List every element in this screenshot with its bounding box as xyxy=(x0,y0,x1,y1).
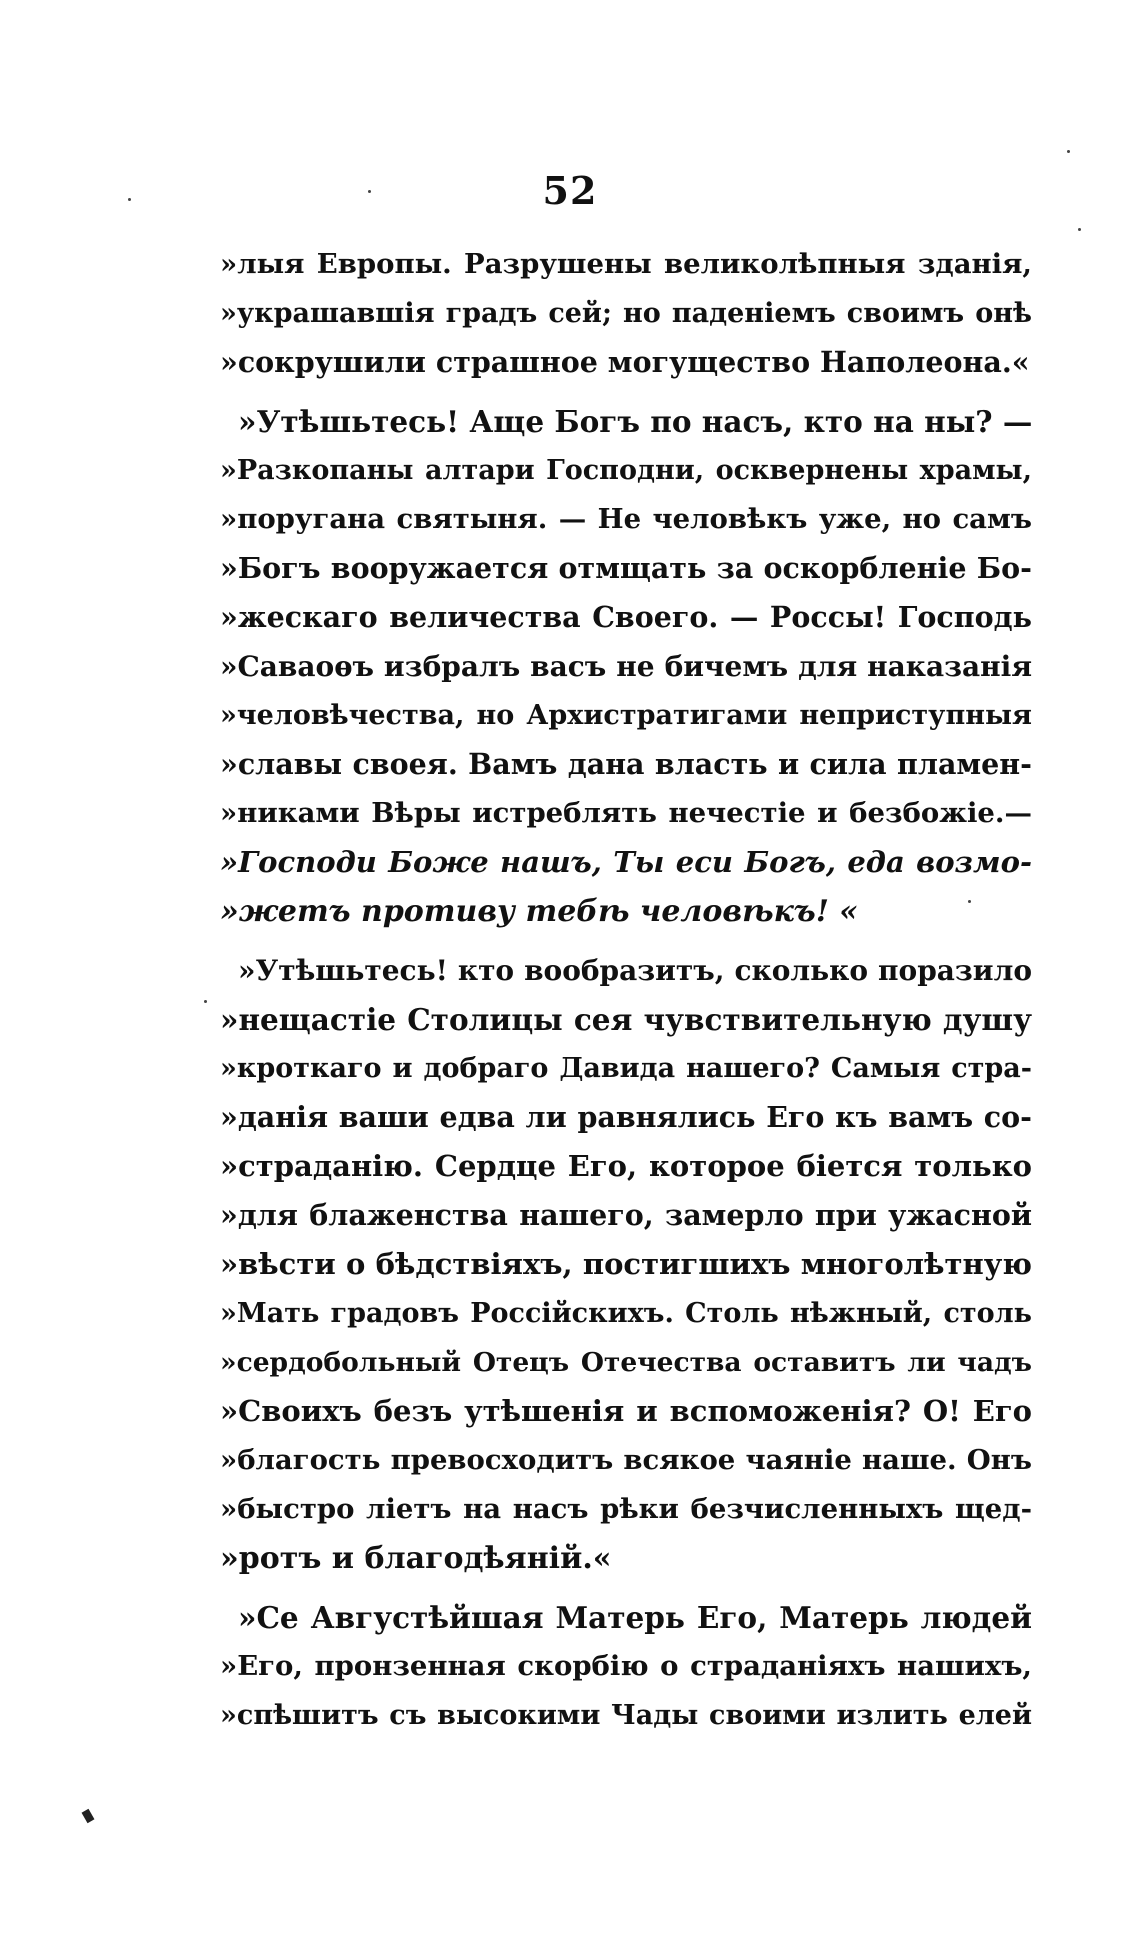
paragraph-gap xyxy=(220,936,1032,946)
text-line: »быстро ліетъ на насъ рѣки безчисленныхъ щед- xyxy=(220,1493,1032,1525)
text-line: »человѣчества, но Архистратигами неприступныя xyxy=(220,700,1032,731)
text-line: »сокрушили страшное могущество Наполеона.« xyxy=(220,345,1030,379)
text-line: »Саваоѳъ избралъ васъ не бичемъ для наказанія xyxy=(220,650,1032,683)
text-line: »сердобольный Отецъ Отечества оставитъ ли чадъ xyxy=(220,1347,1032,1378)
paragraph-gap xyxy=(220,387,1032,397)
text-line: »нещастіе Столицы сея чувствительную душу xyxy=(220,1002,1032,1037)
body-text xyxy=(220,240,1032,1740)
text-line: »Разкопаны алтари Господни, осквернены храмы, xyxy=(220,455,1032,486)
text-line: »Утѣшьтесь! Аще Богъ по насъ, кто на ны? — xyxy=(238,404,1032,439)
text-line: »никами Вѣры истреблять нечестіе и безбожіе.— xyxy=(220,797,1032,829)
scan-speck xyxy=(1078,228,1081,231)
scan-speck xyxy=(1067,150,1070,153)
scan-speck xyxy=(968,900,971,903)
text-line: »украшавшія градъ сей; но паденіемъ своимъ онѣ xyxy=(220,298,1032,329)
scan-speck xyxy=(204,1000,207,1003)
text-line: »Мать градовъ Россійскихъ. Столь нѣжный, столь xyxy=(220,1298,1032,1329)
paragraph-gap xyxy=(220,1583,1032,1593)
text-line: »Своихъ безъ утѣшенія и вспоможенія? О! Его xyxy=(220,1394,1032,1428)
text-line: »данія ваши едва ли равнялись Его къ вамъ со- xyxy=(220,1100,1032,1134)
text-line: »Се Августѣйшая Матерь Его, Матерь людей xyxy=(238,1600,1032,1635)
text-line: »славы своея. Вамъ дана власть и сила пламен- xyxy=(220,747,1032,781)
scan-speck xyxy=(368,190,371,193)
scan-mark xyxy=(82,1809,95,1823)
text-line: »вѣсти о бѣдствіяхъ, постигшихъ многолѣтную xyxy=(220,1247,1032,1281)
scan-speck xyxy=(128,198,131,201)
text-line: »для блаженства нашего, замерло при ужасной xyxy=(220,1198,1032,1232)
text-line: »кроткаго и добраго Давида нашего? Самыя стра- xyxy=(220,1053,1032,1084)
text-line: »спѣшитъ съ высокими Чады своими излить елей xyxy=(220,1700,1032,1731)
text-line: »Богъ вооружается отмщать за оскорбленіе Бо- xyxy=(220,551,1032,585)
text-line: »жескаго величества Своего. — Россы! Господь xyxy=(220,600,1032,634)
text-line: »благость превосходитъ всякое чаяніе наше. Онъ xyxy=(220,1444,1032,1476)
text-line: »Утѣшьтесь! кто вообразитъ, сколько поразило xyxy=(238,954,1032,987)
text-line: »страданію. Сердце Его, которое біется только xyxy=(220,1149,1032,1183)
text-line-italic: »жетъ противу тебѣ человѣкъ! « xyxy=(220,894,859,929)
text-line: »лыя Европы. Разрушены великолѣпныя зданія, xyxy=(220,248,1032,280)
text-line: »Его, пронзенная скорбію о страданіяхъ нашихъ, xyxy=(220,1650,1032,1682)
text-line-italic: »Господи Боже нашъ, Ты еси Богъ, еда возмо- xyxy=(220,845,1032,879)
page-number: 52 xyxy=(542,168,598,213)
text-line: »поругана святыня. — Не человѣкъ уже, но самъ xyxy=(220,503,1032,535)
text-line: »ротъ и благодѣяній.« xyxy=(220,1541,612,1576)
